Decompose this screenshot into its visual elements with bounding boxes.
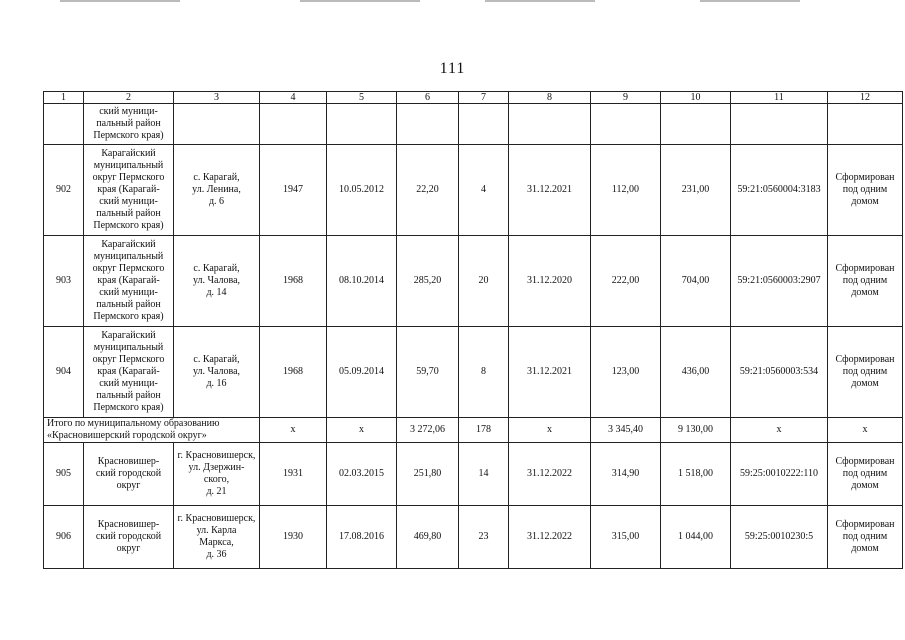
- row-number: 904: [44, 327, 84, 418]
- cadastral-cell: x: [731, 418, 828, 443]
- people-cell: 8: [459, 327, 509, 418]
- empty-cell: [174, 104, 260, 145]
- scan-edge-line: [300, 0, 420, 2]
- date-cell: 17.08.2016: [327, 506, 397, 569]
- address-cell: с. Карагай, ул. Чалова, д. 14: [174, 236, 260, 327]
- address-cell: г. Красновишерск, ул. Дзержин- ского, д. 21: [174, 443, 260, 506]
- municipality-cell: Карагайский муниципальный округ Пермского края (Карагай- ский муници- пальный район Пермского края): [84, 327, 174, 418]
- page-number: 111: [439, 60, 466, 77]
- housing-table: [43, 91, 903, 569]
- empty-cell: [509, 104, 591, 145]
- people-cell: 4: [459, 145, 509, 236]
- value-cell: 314,90: [591, 443, 661, 506]
- column-header: 7: [459, 92, 509, 104]
- deadline-cell: 31.12.2021: [509, 145, 591, 236]
- status-cell: Сформирован под одним домом: [828, 506, 903, 569]
- deadline-cell: x: [509, 418, 591, 443]
- date-cell: 10.05.2012: [327, 145, 397, 236]
- table-row: [44, 443, 903, 506]
- year-cell: 1968: [260, 327, 327, 418]
- column-header: 6: [397, 92, 459, 104]
- area-cell: 285,20: [397, 236, 459, 327]
- empty-cell: [327, 104, 397, 145]
- value-cell: 704,00: [661, 236, 731, 327]
- scan-edge-line: [485, 0, 595, 2]
- total-row: [44, 418, 903, 443]
- address-cell: с. Карагай, ул. Чалова, д. 16: [174, 327, 260, 418]
- empty-cell: [459, 104, 509, 145]
- table-row: [44, 327, 903, 418]
- status-cell: Сформирован под одним домом: [828, 145, 903, 236]
- value-cell: 231,00: [661, 145, 731, 236]
- value-cell: 1 518,00: [661, 443, 731, 506]
- cadastral-cell: 59:25:0010222:110: [731, 443, 828, 506]
- cadastral-cell: 59:21:0560003:2907: [731, 236, 828, 327]
- column-header: 10: [661, 92, 731, 104]
- value-cell: 315,00: [591, 506, 661, 569]
- value-cell: 9 130,00: [661, 418, 731, 443]
- cadastral-cell: 59:21:0560003:534: [731, 327, 828, 418]
- column-header: 3: [174, 92, 260, 104]
- people-cell: 178: [459, 418, 509, 443]
- status-cell: Сформирован под одним домом: [828, 236, 903, 327]
- municipality-cell: Карагайский муниципальный округ Пермского края (Карагай- ский муници- пальный район Пермского края): [84, 145, 174, 236]
- municipality-cell: Красновишер- ский городской округ: [84, 506, 174, 569]
- table-row: [44, 145, 903, 236]
- column-header: 5: [327, 92, 397, 104]
- status-cell: x: [828, 418, 903, 443]
- value-cell: 1 044,00: [661, 506, 731, 569]
- column-header: 9: [591, 92, 661, 104]
- value-cell: 222,00: [591, 236, 661, 327]
- people-cell: 14: [459, 443, 509, 506]
- address-cell: г. Красновишерск, ул. Карла Маркса, д. 36: [174, 506, 260, 569]
- deadline-cell: 31.12.2022: [509, 506, 591, 569]
- people-cell: 20: [459, 236, 509, 327]
- date-cell: x: [327, 418, 397, 443]
- deadline-cell: 31.12.2022: [509, 443, 591, 506]
- empty-cell: [260, 104, 327, 145]
- row-number: 902: [44, 145, 84, 236]
- table-row-continuation: [44, 104, 903, 145]
- empty-cell: [44, 104, 84, 145]
- column-header: 11: [731, 92, 828, 104]
- table-row: [44, 506, 903, 569]
- area-cell: 22,20: [397, 145, 459, 236]
- header-row: [44, 92, 903, 104]
- scan-edge-line: [60, 0, 180, 2]
- value-cell: 112,00: [591, 145, 661, 236]
- deadline-cell: 31.12.2020: [509, 236, 591, 327]
- column-header: 12: [828, 92, 903, 104]
- year-cell: 1968: [260, 236, 327, 327]
- area-cell: 59,70: [397, 327, 459, 418]
- column-header: 4: [260, 92, 327, 104]
- row-number: 905: [44, 443, 84, 506]
- deadline-cell: 31.12.2021: [509, 327, 591, 418]
- empty-cell: [828, 104, 903, 145]
- column-header: 2: [84, 92, 174, 104]
- value-cell: 436,00: [661, 327, 731, 418]
- empty-cell: [591, 104, 661, 145]
- column-header: 8: [509, 92, 591, 104]
- year-cell: 1930: [260, 506, 327, 569]
- empty-cell: [731, 104, 828, 145]
- municipality-cell: Красновишер- ский городской округ: [84, 443, 174, 506]
- empty-cell: [397, 104, 459, 145]
- value-cell: 123,00: [591, 327, 661, 418]
- column-header: 1: [44, 92, 84, 104]
- people-cell: 23: [459, 506, 509, 569]
- date-cell: 05.09.2014: [327, 327, 397, 418]
- date-cell: 02.03.2015: [327, 443, 397, 506]
- year-cell: x: [260, 418, 327, 443]
- address-cell: с. Карагай, ул. Ленина, д. 6: [174, 145, 260, 236]
- cadastral-cell: 59:21:0560004:3183: [731, 145, 828, 236]
- table-row: [44, 236, 903, 327]
- row-number: 906: [44, 506, 84, 569]
- area-cell: 3 272,06: [397, 418, 459, 443]
- row-number: 903: [44, 236, 84, 327]
- date-cell: 08.10.2014: [327, 236, 397, 327]
- area-cell: 469,80: [397, 506, 459, 569]
- year-cell: 1947: [260, 145, 327, 236]
- empty-cell: [661, 104, 731, 145]
- municipality-cell: Карагайский муниципальный округ Пермского края (Карагай- ский муници- пальный район Пермского края): [84, 236, 174, 327]
- scan-edge-line: [700, 0, 800, 2]
- value-cell: 3 345,40: [591, 418, 661, 443]
- municipality-cell: ский муници- пальный район Пермского края): [84, 104, 174, 145]
- status-cell: Сформирован под одним домом: [828, 443, 903, 506]
- status-cell: Сформирован под одним домом: [828, 327, 903, 418]
- total-label: Итого по муниципальному образованию «Красновишерский городской округ»: [44, 418, 260, 443]
- area-cell: 251,80: [397, 443, 459, 506]
- cadastral-cell: 59:25:0010230:5: [731, 506, 828, 569]
- year-cell: 1931: [260, 443, 327, 506]
